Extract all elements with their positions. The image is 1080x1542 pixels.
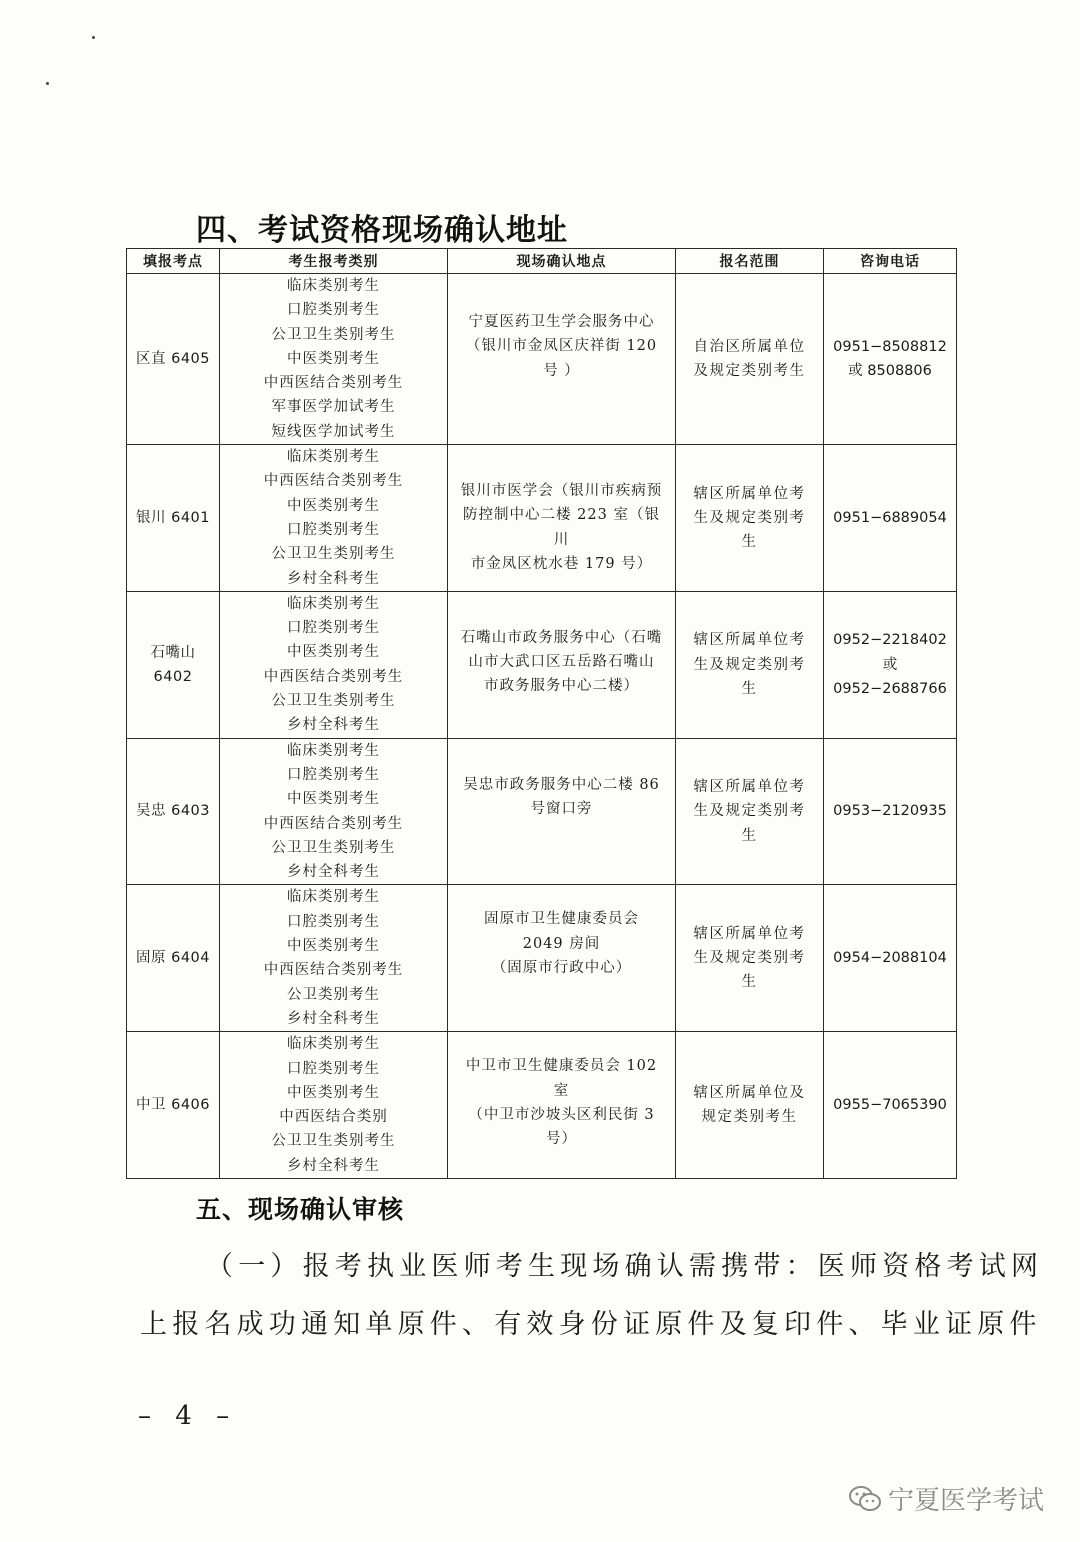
address-line: 石嘴山市政务服务中心（石嘴	[460, 629, 663, 646]
phone-line: 或	[882, 656, 898, 673]
phone-cell	[824, 445, 957, 592]
category-line: 临床类别考生	[287, 278, 380, 294]
scope-cell: 自治区所属单位及规定类别考生	[676, 274, 824, 445]
scan-speck	[92, 36, 95, 39]
scope-cell: 辖区所属单位及规定类别考生	[676, 1032, 824, 1179]
category-line: 公卫卫生类别考生	[271, 693, 396, 710]
table-header-row	[127, 249, 957, 274]
categories-cell	[220, 1032, 448, 1179]
address-cell	[448, 738, 676, 885]
category-line: 乡村全科考生	[287, 570, 380, 587]
phone-line: 0951−8508812	[833, 338, 947, 355]
category-line: 口腔类别考生	[287, 620, 380, 637]
address-text	[458, 592, 665, 699]
address-line: 山市大武口区五岳路石嘴山	[468, 654, 655, 671]
watermark	[848, 1480, 1044, 1517]
address-text	[458, 445, 665, 576]
phone-line: 或 8508806	[848, 363, 932, 380]
address-cell	[448, 1032, 676, 1179]
address-line: 吴忠市政务服务中心二楼 86	[463, 776, 660, 793]
phone-line: 0951−6889054	[833, 509, 947, 526]
header-scope: 报名范围	[676, 249, 824, 274]
category-line: 中医类别考生	[287, 497, 380, 514]
address-cell	[448, 274, 676, 445]
category-line: 中医类别考生	[287, 791, 380, 808]
phone-line: 0953−2120935	[833, 803, 947, 820]
phone-cell	[824, 274, 957, 445]
category-line: 临床类别考生	[287, 889, 380, 906]
section4-title: 四、考试资格现场确认地址	[196, 213, 568, 248]
address-line: 银川市医学会（银川市疾病预	[460, 483, 663, 500]
phone-cell	[824, 591, 957, 738]
address-cell	[448, 445, 676, 592]
site-cell: 吴忠 6403	[127, 738, 220, 885]
site-cell: 石嘴山 6402	[127, 591, 220, 738]
category-line: 临床类别考生	[287, 742, 380, 759]
page-number: – 4 –	[138, 1401, 238, 1431]
category-line: 口腔类别考生	[287, 913, 380, 930]
category-line: 口腔类别考生	[287, 1060, 380, 1077]
site-cell: 区直 6405	[127, 274, 220, 445]
site-cell: 固原 6404	[127, 885, 220, 1032]
address-line: 号）	[546, 1131, 577, 1148]
scope-cell: 辖区所属单位考生及规定类别考生	[676, 885, 824, 1032]
scope-cell: 辖区所属单位考生及规定类别考生	[676, 591, 824, 738]
category-line: 公卫卫生类别考生	[271, 839, 396, 856]
category-line: 口腔类别考生	[287, 766, 380, 783]
address-line: （固原市行政中心）	[491, 960, 632, 977]
categories-cell	[220, 738, 448, 885]
address-line: 宁夏医药卫生学会服务中心	[468, 314, 655, 330]
category-line: 临床类别考生	[287, 1036, 380, 1053]
category-line: 中西医结合类别考生	[263, 815, 404, 832]
phone-line: 0952−2218402	[833, 632, 947, 649]
table-row	[127, 445, 957, 592]
address-line: （中卫市沙坡头区利民街 3	[468, 1106, 655, 1123]
phone-cell	[824, 738, 957, 885]
header-phone: 咨询电话	[824, 249, 957, 274]
phone-cell	[824, 1032, 957, 1179]
category-line: 乡村全科考生	[287, 1157, 380, 1174]
paragraph-line-2: 上报名成功通知单原件、有效身份证原件及复印件、毕业证原件	[140, 1309, 1042, 1340]
table-row	[127, 885, 957, 1032]
scan-speck	[46, 82, 49, 85]
category-line: 公卫卫生类别考生	[271, 1133, 396, 1150]
category-line: 乡村全科考生	[287, 717, 380, 734]
category-line: 口腔类别考生	[287, 521, 380, 538]
phone-line: 0955−7065390	[833, 1096, 947, 1113]
categories-cell	[220, 885, 448, 1032]
address-line: 号 ）	[543, 362, 580, 379]
category-line: 公卫卫生类别考生	[271, 326, 396, 343]
address-text	[458, 739, 665, 822]
categories-cell	[220, 591, 448, 738]
watermark-text: 宁夏医学考试	[888, 1486, 1045, 1516]
paragraph-line-1: （一）报考执业医师考生现场确认需携带：医师资格考试网	[206, 1251, 1044, 1282]
address-line: 固原市卫生健康委员会	[484, 911, 639, 928]
confirmation-sites-table	[126, 248, 957, 1179]
category-line: 中医类别考生	[287, 938, 380, 955]
phone-line: 0952−2688766	[833, 680, 947, 697]
category-line: 临床类别考生	[287, 449, 380, 466]
header-categories: 考生报考类别	[220, 249, 448, 274]
category-line: 中西医结合类别考生	[263, 962, 404, 979]
site-cell: 银川 6401	[127, 445, 220, 592]
category-line: 中医类别考生	[287, 644, 380, 661]
category-line: 公卫卫生类别考生	[271, 546, 396, 563]
address-text	[458, 885, 665, 980]
phone-line: 0954−2088104	[833, 950, 947, 967]
table-row	[127, 1032, 957, 1179]
scope-cell: 辖区所属单位考生及规定类别考生	[676, 445, 824, 592]
scope-cell: 辖区所属单位考生及规定类别考生	[676, 738, 824, 885]
category-line: 军事医学加试考生	[271, 399, 396, 416]
phone-cell	[824, 885, 957, 1032]
address-line: 号窗口旁	[530, 800, 593, 817]
address-line: 市金凤区枕水巷 179 号）	[470, 555, 653, 572]
table-row	[127, 591, 957, 738]
category-line: 公卫类别考生	[287, 986, 380, 1003]
address-text	[458, 1032, 665, 1151]
address-cell	[448, 885, 676, 1032]
address-line: 防控制中心二楼 223 室（银川	[463, 507, 660, 548]
category-line: 中西医结合类别考生	[263, 375, 404, 392]
categories-cell	[220, 274, 448, 445]
category-line: 短线医学加试考生	[271, 423, 396, 440]
category-line: 中西医结合类别考生	[263, 473, 404, 490]
category-line: 临床类别考生	[287, 595, 380, 612]
category-line: 口腔类别考生	[287, 302, 380, 319]
header-address: 现场确认地点	[448, 249, 676, 274]
header-site: 填报考点	[127, 249, 220, 274]
address-text	[458, 274, 665, 383]
category-line: 中西医结合类别考生	[263, 668, 404, 685]
address-line: 中卫市卫生健康委员会 102 室	[465, 1058, 658, 1099]
table-row	[127, 274, 957, 445]
category-line: 中医类别考生	[287, 350, 380, 367]
table-row	[127, 738, 957, 885]
section5-title: 五、现场确认审核	[196, 1195, 405, 1224]
address-cell	[448, 591, 676, 738]
address-line: （银川市金凤区庆祥街 120	[465, 338, 658, 355]
categories-cell	[220, 445, 448, 592]
category-line: 中西医结合类别	[279, 1109, 388, 1126]
wechat-icon	[848, 1484, 882, 1514]
category-line: 中医类别考生	[287, 1084, 380, 1101]
site-cell: 中卫 6406	[127, 1032, 220, 1179]
category-line: 乡村全科考生	[287, 864, 380, 881]
address-line: 市政务服务中心二楼）	[484, 678, 639, 695]
category-line: 乡村全科考生	[287, 1010, 380, 1027]
address-line: 2049 房间	[522, 935, 601, 952]
